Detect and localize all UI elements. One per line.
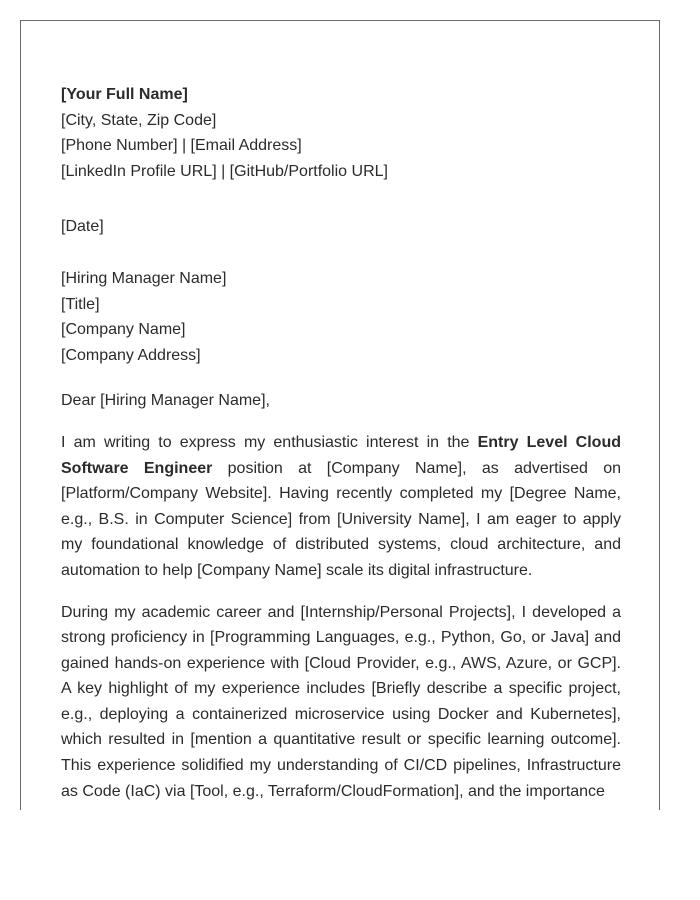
sender-name: [Your Full Name] (61, 86, 188, 103)
letter-content (61, 82, 621, 804)
recipient-address: [Company Address] (61, 346, 201, 364)
recipient-title: [Title] (61, 295, 100, 313)
paragraph-experience-text: During my academic career and [Internship/Personal Projects], I developed a strong proficiency in [Programming Languages, e.g., Python, Go, or Java] and gained hands-on experience with [Cloud Provider, e.g., AWS, Azure, or GCP]. A key highlight of my experience includes [Briefly describe a specific project, e.g., deploying a containerized microservice using Docker and Kubernetes], which resulted in [mention a quantitative result or specific learning outcome]. This experience solidified my understanding of CI/CD pipelines, Infrastructure as Code (IaC) via [Tool, e.g., Terraform/CloudFormation], and the importance (61, 603, 621, 800)
date-block (61, 214, 621, 240)
recipient-name: [Hiring Manager Name] (61, 269, 227, 287)
letter-page (20, 20, 660, 810)
job-title-highlight: Entry Level Cloud Software Engineer (61, 433, 621, 477)
salutation (61, 388, 621, 414)
paragraph-intro-after: position at [Company Name], as advertised on [Platform/Company Website]. Having recently completed my [Degree Name, e.g., B.S. in Computer Science] from [University Name], I am eager to apply my foundational knowledge of distributed systems, cloud architecture, and automation to help [Company Name] scale its digital infrastructure. (61, 459, 621, 579)
sender-phone-email: [Phone Number] | [Email Address] (61, 137, 302, 155)
letter-date: [Date] (61, 218, 104, 236)
recipient-company: [Company Name] (61, 321, 186, 339)
paragraph-experience (61, 600, 621, 805)
sender-block (61, 82, 621, 184)
sender-city-state-zip: [City, State, Zip Code] (61, 111, 217, 129)
salutation-text: Dear [Hiring Manager Name], (61, 392, 270, 410)
sender-links: [LinkedIn Profile URL] | [GitHub/Portfolio URL] (61, 162, 388, 180)
paragraph-intro (61, 430, 621, 584)
paragraph-intro-before: I am writing to express my enthusiastic interest in the (61, 433, 478, 451)
recipient-block (61, 266, 621, 368)
